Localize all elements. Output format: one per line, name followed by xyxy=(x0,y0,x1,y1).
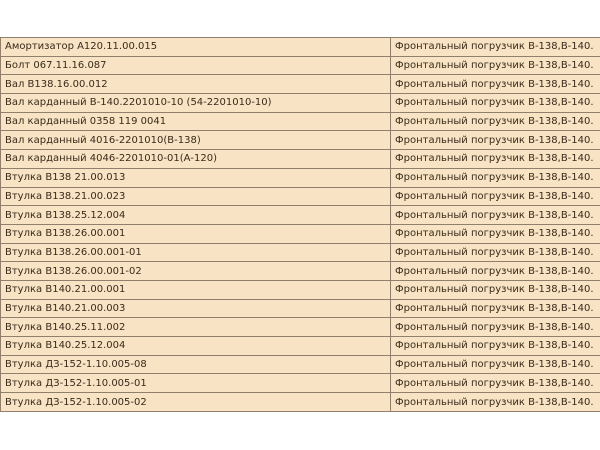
part-name-cell: Болт 067.11.16.087 xyxy=(1,56,391,75)
application-cell: Фронтальный погрузчик В-138,В-140. xyxy=(391,337,600,356)
table-row xyxy=(1,337,600,356)
parts-table-body xyxy=(1,38,600,412)
table-row xyxy=(1,187,600,206)
table-row xyxy=(1,262,600,281)
part-name-cell: Втулка В138.25.12.004 xyxy=(1,206,391,225)
part-name-cell: Втулка В138.21.00.023 xyxy=(1,187,391,206)
table-row xyxy=(1,112,600,131)
table-row xyxy=(1,206,600,225)
table-row xyxy=(1,224,600,243)
application-cell: Фронтальный погрузчик В-138,В-140. xyxy=(391,94,600,113)
application-cell: Фронтальный погрузчик В-138,В-140. xyxy=(391,150,600,169)
part-name-cell: Втулка В140.25.12.004 xyxy=(1,337,391,356)
part-name-cell: Вал карданный В-140.2201010-10 (54-2201010-10) xyxy=(1,94,391,113)
application-cell: Фронтальный погрузчик В-138,В-140. xyxy=(391,262,600,281)
application-cell: Фронтальный погрузчик В-138,В-140. xyxy=(391,224,600,243)
part-name-cell: Вал карданный 0358 119 0041 xyxy=(1,112,391,131)
part-name-cell: Втулка В138.26.00.001-02 xyxy=(1,262,391,281)
table-row xyxy=(1,280,600,299)
table-row xyxy=(1,131,600,150)
table-row xyxy=(1,355,600,374)
application-cell: Фронтальный погрузчик В-138,В-140. xyxy=(391,131,600,150)
table-row xyxy=(1,75,600,94)
part-name-cell: Вал В138.16.00.012 xyxy=(1,75,391,94)
table-row xyxy=(1,299,600,318)
table-row xyxy=(1,243,600,262)
application-cell: Фронтальный погрузчик В-138,В-140. xyxy=(391,187,600,206)
part-name-cell: Вал карданный 4046-2201010-01(А-120) xyxy=(1,150,391,169)
table-row xyxy=(1,150,600,169)
part-name-cell: Амортизатор А120.11.00.015 xyxy=(1,38,391,57)
part-name-cell: Вал карданный 4016-2201010(В-138) xyxy=(1,131,391,150)
part-name-cell: Втулка В140.25.11.002 xyxy=(1,318,391,337)
table-row xyxy=(1,94,600,113)
table-row xyxy=(1,318,600,337)
table-row xyxy=(1,38,600,57)
application-cell: Фронтальный погрузчик В-138,В-140. xyxy=(391,318,600,337)
parts-table xyxy=(0,37,600,412)
application-cell: Фронтальный погрузчик В-138,В-140. xyxy=(391,75,600,94)
table-row xyxy=(1,168,600,187)
table-row xyxy=(1,374,600,393)
part-name-cell: Втулка В140.21.00.003 xyxy=(1,299,391,318)
part-name-cell: Втулка В138.26.00.001-01 xyxy=(1,243,391,262)
application-cell: Фронтальный погрузчик В-138,В-140. xyxy=(391,280,600,299)
part-name-cell: Втулка В140.21.00.001 xyxy=(1,280,391,299)
application-cell: Фронтальный погрузчик В-138,В-140. xyxy=(391,299,600,318)
application-cell: Фронтальный погрузчик В-138,В-140. xyxy=(391,243,600,262)
part-name-cell: Втулка ДЗ-152-1.10.005-01 xyxy=(1,374,391,393)
table-row xyxy=(1,56,600,75)
application-cell: Фронтальный погрузчик В-138,В-140. xyxy=(391,112,600,131)
part-name-cell: Втулка ДЗ-152-1.10.005-02 xyxy=(1,393,391,412)
part-name-cell: Втулка ДЗ-152-1.10.005-08 xyxy=(1,355,391,374)
table-row xyxy=(1,393,600,412)
application-cell: Фронтальный погрузчик В-138,В-140. xyxy=(391,355,600,374)
part-name-cell: Втулка В138.26.00.001 xyxy=(1,224,391,243)
application-cell: Фронтальный погрузчик В-138,В-140. xyxy=(391,393,600,412)
application-cell: Фронтальный погрузчик В-138,В-140. xyxy=(391,206,600,225)
application-cell: Фронтальный погрузчик В-138,В-140. xyxy=(391,38,600,57)
part-name-cell: Втулка В138 21.00.013 xyxy=(1,168,391,187)
application-cell: Фронтальный погрузчик В-138,В-140. xyxy=(391,168,600,187)
application-cell: Фронтальный погрузчик В-138,В-140. xyxy=(391,56,600,75)
application-cell: Фронтальный погрузчик В-138,В-140. xyxy=(391,374,600,393)
